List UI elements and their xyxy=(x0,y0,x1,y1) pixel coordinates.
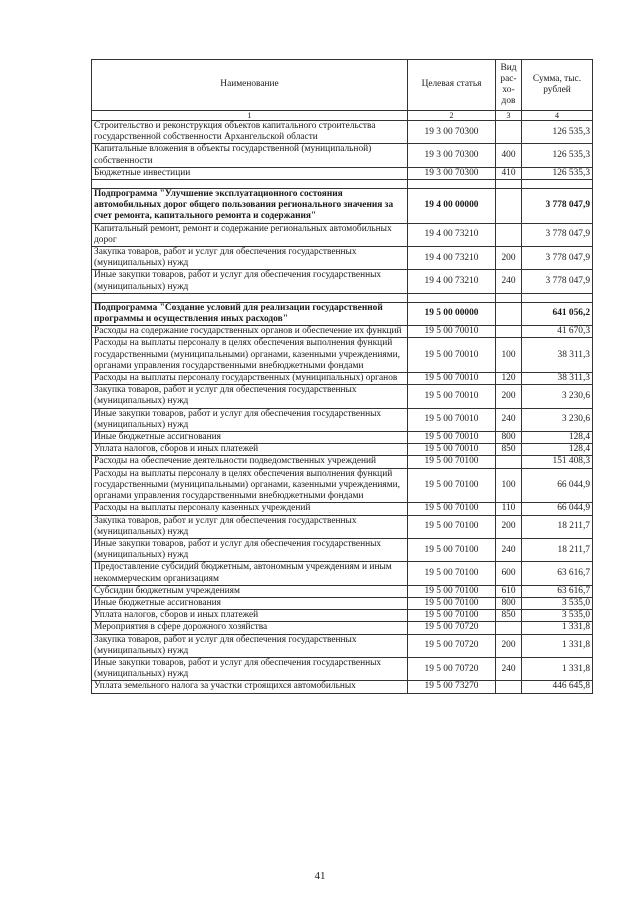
table-row xyxy=(92,247,593,270)
cell-sum: 1 331,8 xyxy=(522,622,593,634)
table-row xyxy=(92,326,593,338)
cell-expense-type: 200 xyxy=(496,634,522,657)
cell-sum: 3 778 047,9 xyxy=(522,247,593,270)
empty-cell xyxy=(496,180,522,189)
cell-sum: 18 211,7 xyxy=(522,538,593,561)
empty-cell xyxy=(496,293,522,302)
cell-sum: 66 044,9 xyxy=(522,503,593,515)
cell-target-code: 19 5 00 70010 xyxy=(408,326,496,338)
cell-name: Расходы на выплаты персоналу в целях обеспечения выполнения функций государственными (муниципальными) органами, казенными учреждениями, органами управления государственными внебюджетными фондами xyxy=(92,468,408,503)
table-row xyxy=(92,338,593,373)
cell-expense-type xyxy=(496,326,522,338)
cell-expense-type: 240 xyxy=(496,408,522,431)
table-row xyxy=(92,562,593,585)
table-row xyxy=(92,408,593,431)
cell-name: Закупка товаров, работ и услуг для обеспечения государственных (муниципальных) нужд xyxy=(92,515,408,538)
cell-target-code: 19 5 00 00000 xyxy=(408,302,496,325)
cell-expense-type: 850 xyxy=(496,610,522,622)
cell-name: Расходы на обеспечение деятельности подведомственных учреждений xyxy=(92,456,408,468)
cell-name: Закупка товаров, работ и услуг для обеспечения государственных (муниципальных) нужд xyxy=(92,634,408,657)
cell-target-code: 19 5 00 70100 xyxy=(408,503,496,515)
column-number: 4 xyxy=(522,111,593,121)
cell-expense-type xyxy=(496,121,522,144)
cell-sum: 3 535,0 xyxy=(522,597,593,609)
cell-target-code: 19 3 00 70300 xyxy=(408,167,496,179)
cell-expense-type: 800 xyxy=(496,597,522,609)
cell-target-code: 19 4 00 73210 xyxy=(408,270,496,293)
cell-name: Мероприятия в сфере дорожного хозяйства xyxy=(92,622,408,634)
table-row xyxy=(92,622,593,634)
cell-target-code: 19 5 00 70010 xyxy=(408,408,496,431)
cell-expense-type: 200 xyxy=(496,515,522,538)
header-type: Вид рас- хо- дов xyxy=(496,60,522,111)
cell-name: Подпрограмма "Создание условий для реализации государственной программы и осуществления иных расходов" xyxy=(92,302,408,325)
cell-target-code: 19 5 00 73270 xyxy=(408,681,496,693)
column-number: 2 xyxy=(408,111,496,121)
cell-sum: 66 044,9 xyxy=(522,468,593,503)
cell-sum: 128,4 xyxy=(522,444,593,456)
table-row xyxy=(92,681,593,693)
cell-expense-type xyxy=(496,302,522,325)
cell-sum: 3 778 047,9 xyxy=(522,270,593,293)
cell-name: Расходы на выплаты персоналу в целях обеспечения выполнения функций государственными (муниципальными) органами, казенными учреждениями, органами управления государственными внебюджетными фондами xyxy=(92,338,408,373)
cell-sum: 18 211,7 xyxy=(522,515,593,538)
cell-sum: 641 056,2 xyxy=(522,302,593,325)
cell-name: Иные закупки товаров, работ и услуг для обеспечения государственных (муниципальных) нужд xyxy=(92,538,408,561)
header-code: Целевая статья xyxy=(408,60,496,111)
table-row xyxy=(92,657,593,680)
cell-expense-type: 410 xyxy=(496,167,522,179)
spacer-row xyxy=(92,180,593,189)
cell-expense-type: 240 xyxy=(496,270,522,293)
cell-expense-type: 600 xyxy=(496,562,522,585)
cell-target-code: 19 5 00 70100 xyxy=(408,562,496,585)
subprogram-row xyxy=(92,302,593,325)
budget-table xyxy=(91,59,593,694)
cell-target-code: 19 5 00 70010 xyxy=(408,373,496,385)
cell-target-code: 19 5 00 70100 xyxy=(408,515,496,538)
cell-expense-type: 850 xyxy=(496,444,522,456)
cell-target-code: 19 5 00 70100 xyxy=(408,585,496,597)
cell-target-code: 19 5 00 70100 xyxy=(408,597,496,609)
cell-expense-type: 120 xyxy=(496,373,522,385)
cell-name: Закупка товаров, работ и услуг для обеспечения государственных (муниципальных) нужд xyxy=(92,385,408,408)
cell-target-code: 19 5 00 70100 xyxy=(408,456,496,468)
column-number: 1 xyxy=(92,111,408,121)
cell-sum: 126 535,3 xyxy=(522,144,593,167)
cell-target-code: 19 3 00 70300 xyxy=(408,121,496,144)
empty-cell xyxy=(92,293,408,302)
header-sum: Сумма, тыс. рублей xyxy=(522,60,593,111)
table-body xyxy=(92,60,593,694)
cell-target-code: 19 5 00 70720 xyxy=(408,622,496,634)
empty-cell xyxy=(522,180,593,189)
cell-expense-type: 800 xyxy=(496,432,522,444)
cell-name: Иные закупки товаров, работ и услуг для обеспечения государственных (муниципальных) нужд xyxy=(92,408,408,431)
cell-name: Расходы на выплаты персоналу казенных учреждений xyxy=(92,503,408,515)
cell-name: Капитальный ремонт, ремонт и содержание региональных автомобильных дорог xyxy=(92,223,408,246)
empty-cell xyxy=(522,293,593,302)
table-row xyxy=(92,456,593,468)
cell-sum: 63 616,7 xyxy=(522,585,593,597)
cell-sum: 1 331,8 xyxy=(522,657,593,680)
cell-sum: 3 778 047,9 xyxy=(522,189,593,224)
cell-sum: 446 645,8 xyxy=(522,681,593,693)
cell-name: Уплата налогов, сборов и иных платежей xyxy=(92,444,408,456)
cell-target-code: 19 5 00 70100 xyxy=(408,538,496,561)
cell-name: Капитальные вложения в объекты государственной (муниципальной) собственности xyxy=(92,144,408,167)
table-row xyxy=(92,634,593,657)
cell-expense-type: 100 xyxy=(496,338,522,373)
cell-expense-type: 610 xyxy=(496,585,522,597)
cell-target-code: 19 4 00 73210 xyxy=(408,247,496,270)
table-row xyxy=(92,385,593,408)
cell-sum: 151 408,3 xyxy=(522,456,593,468)
table-row xyxy=(92,610,593,622)
cell-target-code: 19 5 00 70720 xyxy=(408,634,496,657)
cell-target-code: 19 5 00 70010 xyxy=(408,432,496,444)
cell-expense-type: 400 xyxy=(496,144,522,167)
cell-name: Уплата налогов, сборов и иных платежей xyxy=(92,610,408,622)
cell-target-code: 19 5 00 70010 xyxy=(408,444,496,456)
table-row xyxy=(92,432,593,444)
cell-name: Строительство и реконструкция объектов капитального строительства государственной собственности Архангельской области xyxy=(92,121,408,144)
table-row xyxy=(92,468,593,503)
cell-expense-type xyxy=(496,622,522,634)
cell-target-code: 19 4 00 73210 xyxy=(408,223,496,246)
cell-target-code: 19 5 00 70100 xyxy=(408,610,496,622)
cell-expense-type xyxy=(496,189,522,224)
subprogram-row xyxy=(92,189,593,224)
table-row xyxy=(92,270,593,293)
cell-sum: 3 230,6 xyxy=(522,408,593,431)
header-name: Наименование xyxy=(92,60,408,111)
cell-expense-type xyxy=(496,456,522,468)
column-number: 3 xyxy=(496,111,522,121)
table-header-row xyxy=(92,60,593,111)
empty-cell xyxy=(92,180,408,189)
cell-sum: 3 535,0 xyxy=(522,610,593,622)
cell-expense-type: 240 xyxy=(496,538,522,561)
cell-sum: 1 331,8 xyxy=(522,634,593,657)
cell-name: Подпрограмма "Улучшение эксплуатационного состояния автомобильных дорог общего пользования регионального значения за счет ремонта, капитального ремонта и содержания" xyxy=(92,189,408,224)
cell-name: Иные бюджетные ассигнования xyxy=(92,597,408,609)
table-row xyxy=(92,503,593,515)
table-row xyxy=(92,373,593,385)
cell-sum: 38 311,3 xyxy=(522,373,593,385)
cell-sum: 126 535,3 xyxy=(522,167,593,179)
cell-name: Расходы на выплаты персоналу государственных (муниципальных) органов xyxy=(92,373,408,385)
cell-target-code: 19 3 00 70300 xyxy=(408,144,496,167)
cell-target-code: 19 5 00 70010 xyxy=(408,385,496,408)
cell-expense-type: 200 xyxy=(496,385,522,408)
table-row xyxy=(92,167,593,179)
table-row xyxy=(92,597,593,609)
cell-expense-type xyxy=(496,223,522,246)
cell-sum: 126 535,3 xyxy=(522,121,593,144)
cell-name: Субсидии бюджетным учреждениям xyxy=(92,585,408,597)
table-row xyxy=(92,444,593,456)
table-row xyxy=(92,515,593,538)
cell-name: Бюджетные инвестиции xyxy=(92,167,408,179)
cell-target-code: 19 5 00 70010 xyxy=(408,338,496,373)
cell-expense-type: 200 xyxy=(496,247,522,270)
spacer-row xyxy=(92,293,593,302)
column-number-row xyxy=(92,111,593,121)
cell-sum: 3 778 047,9 xyxy=(522,223,593,246)
cell-name: Уплата земельного налога за участки строящихся автомобильных xyxy=(92,681,408,693)
table-row xyxy=(92,121,593,144)
cell-expense-type xyxy=(496,681,522,693)
table-row xyxy=(92,144,593,167)
cell-name: Иные закупки товаров, работ и услуг для обеспечения государственных (муниципальных) нужд xyxy=(92,270,408,293)
cell-target-code: 19 5 00 70100 xyxy=(408,468,496,503)
cell-name: Иные закупки товаров, работ и услуг для обеспечения государственных (муниципальных) нужд xyxy=(92,657,408,680)
cell-name: Предоставление субсидий бюджетным, автономным учреждениям и иным некоммерческим организациям xyxy=(92,562,408,585)
cell-sum: 63 616,7 xyxy=(522,562,593,585)
cell-expense-type: 110 xyxy=(496,503,522,515)
cell-sum: 3 230,6 xyxy=(522,385,593,408)
cell-expense-type: 240 xyxy=(496,657,522,680)
cell-name: Расходы на содержание государственных органов и обеспечение их функций xyxy=(92,326,408,338)
table-row xyxy=(92,223,593,246)
cell-target-code: 19 5 00 70720 xyxy=(408,657,496,680)
cell-name: Иные бюджетные ассигнования xyxy=(92,432,408,444)
cell-expense-type: 100 xyxy=(496,468,522,503)
cell-sum: 41 670,3 xyxy=(522,326,593,338)
cell-name: Закупка товаров, работ и услуг для обеспечения государственных (муниципальных) нужд xyxy=(92,247,408,270)
cell-sum: 128,4 xyxy=(522,432,593,444)
page-number: 41 xyxy=(314,870,326,882)
empty-cell xyxy=(408,293,496,302)
cell-target-code: 19 4 00 00000 xyxy=(408,189,496,224)
table-row xyxy=(92,538,593,561)
empty-cell xyxy=(408,180,496,189)
cell-sum: 38 311,3 xyxy=(522,338,593,373)
table-row xyxy=(92,585,593,597)
